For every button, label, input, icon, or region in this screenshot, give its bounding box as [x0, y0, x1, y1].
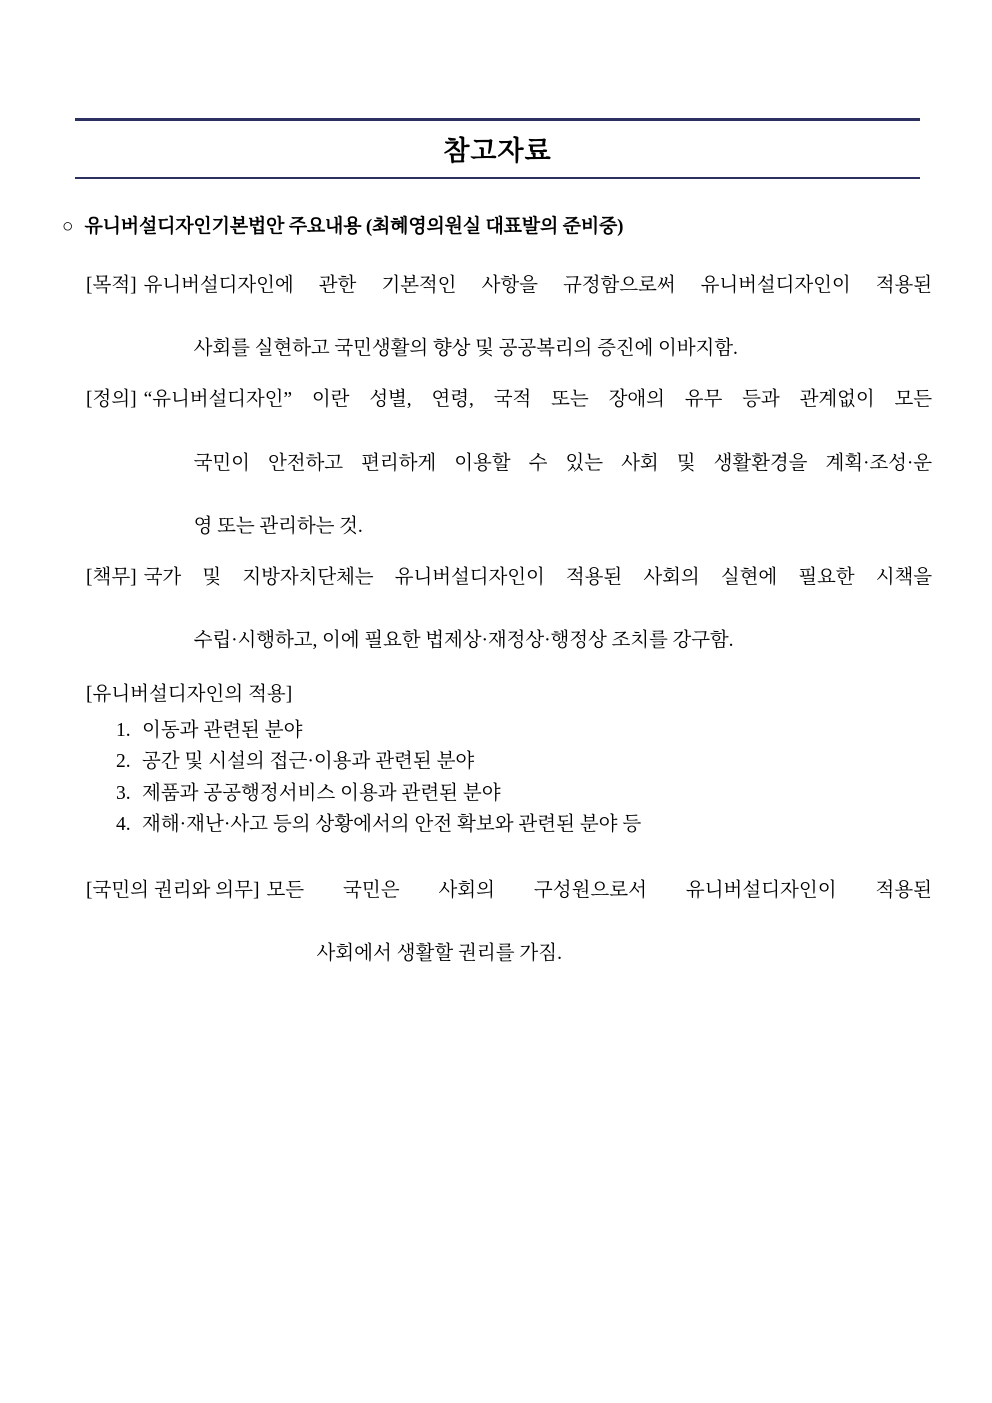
page-title: 참고자료: [443, 136, 552, 166]
paragraph-duty-tag: [책무]: [86, 567, 137, 589]
block-spacer: [62, 841, 932, 875]
paragraph-rights-line1: 모든 국민은 사회의 구성원으로서 유니버설디자인이 적용된: [266, 879, 932, 901]
paragraph-definition: [62, 384, 932, 542]
paragraph-duty-line1: 국가 및 지방자치단체는 유니버설디자인이 적용된 사회의 실현에 필요한 시책을: [143, 567, 932, 589]
paragraph-duty-line2: 수립·시행하고, 이에 필요한 법제상·재정상·행정상 조치를 강구함.: [193, 630, 734, 652]
application-heading: [유니버설디자인의 적용]: [86, 684, 293, 706]
paragraph-purpose-body: [144, 270, 932, 365]
list-item-label: 이동과 관련된 분야: [142, 719, 303, 741]
paragraph-duty-body: [144, 562, 932, 657]
paragraph-purpose-line2: 사회를 실현하고 국민생활의 향상 및 공공복리의 증진에 이바지함.: [193, 337, 738, 359]
paragraph-definition-line3: 영 또는 관리하는 것.: [193, 515, 363, 537]
paragraph-definition-line1: “유니버설디자인” 이란 성별, 연령, 국적 또는 장애의 유무 등과 관계없이 모든: [143, 389, 932, 411]
list-item-number: 4.: [116, 814, 131, 836]
title-block: [75, 118, 920, 179]
paragraph-definition-body: [144, 384, 932, 542]
list-item: [86, 809, 932, 841]
list-item: [86, 746, 932, 778]
list-item-number: 3.: [116, 782, 131, 804]
paragraph-rights: [62, 875, 932, 970]
list-item-number: 1.: [116, 719, 131, 741]
paragraph-rights-line2: 사회에서 생활할 권리를 가짐.: [316, 943, 562, 965]
paragraph-rights-tag: [국민의 권리와 의무]: [86, 879, 260, 901]
paragraph-definition-tag: [정의]: [86, 389, 137, 411]
paragraph-duty: [62, 562, 932, 657]
title-rule-bottom: [75, 177, 920, 179]
paragraph-definition-line2: 국민이 안전하고 편리하게 이용할 수 있는 사회 및 생활환경을 계획·조성·운: [193, 452, 932, 474]
document-body: [62, 215, 932, 970]
list-item: [86, 778, 932, 810]
list-item-label: 공간 및 시설의 접근·이용과 관련된 분야: [142, 751, 475, 773]
circle-bullet-icon: ○: [62, 216, 74, 237]
section-heading: [62, 215, 932, 240]
list-item-label: 재해·재난·사고 등의 상황에서의 안전 확보와 관련된 분야 등: [142, 814, 642, 836]
paragraph-rights-body: [266, 875, 932, 970]
paragraph-purpose: [62, 270, 932, 365]
list-item: [86, 715, 932, 747]
paragraph-purpose-tag: [목적]: [86, 274, 137, 296]
application-block: [62, 679, 932, 841]
paragraph-purpose-line1: 유니버설디자인에 관한 기본적인 사항을 규정함으로써 유니버설디자인이 적용된: [143, 274, 932, 296]
section-heading-label: 유니버설디자인기본법안 주요내용 (최혜영의원실 대표발의 준비중): [84, 216, 624, 237]
list-item-number: 2.: [116, 751, 131, 773]
list-item-label: 제품과 공공행정서비스 이용과 관련된 분야: [142, 782, 501, 804]
